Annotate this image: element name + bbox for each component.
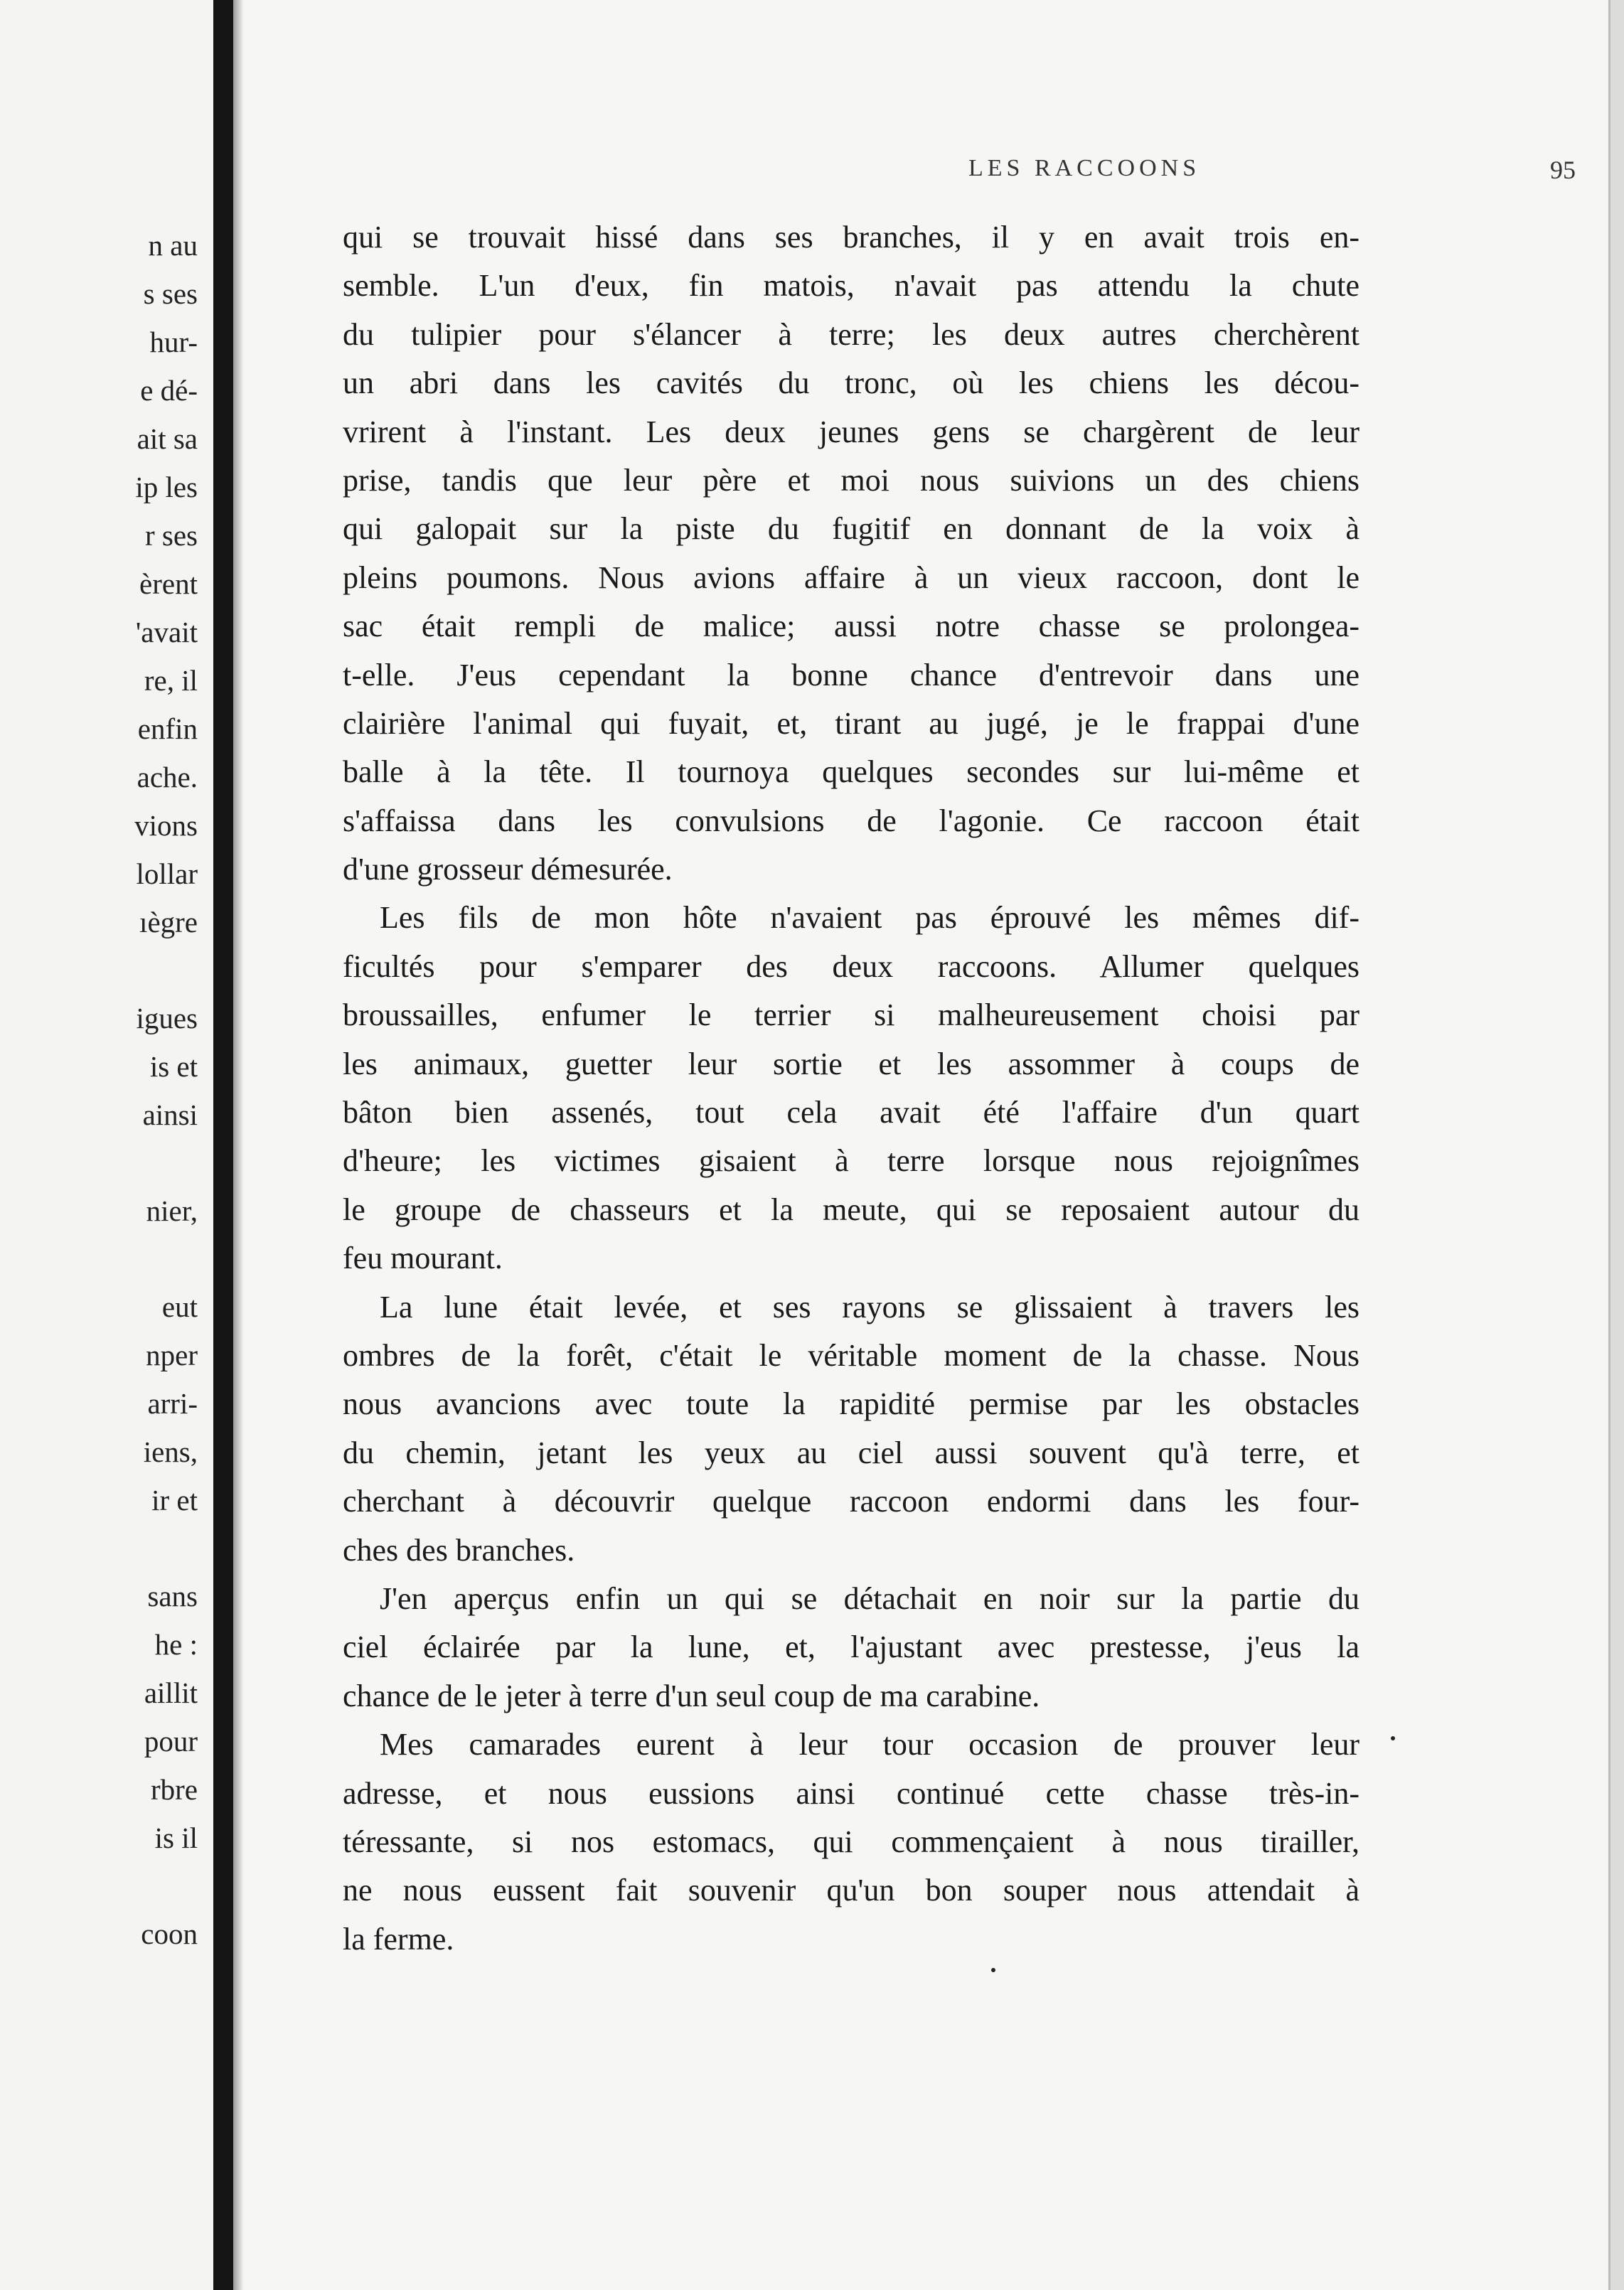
text-line: nous avancions avec toute la rapidité permise par les obstacles [343,1386,1359,1422]
text-line: clairière l'animal qui fuyait, et, tirant au jugé, je le frappai d'une [343,705,1359,741]
text-line: ficultés pour s'emparer des deux raccoons. Allumer quelques [343,948,1359,984]
body-text [343,213,1359,1964]
text-line: d'heure; les victimes gisaient à terre lorsque nous rejoignîmes [343,1143,1359,1179]
facing-page-line: ait sa [137,422,198,455]
text-line: chance de le jeter à terre d'un seul coup de ma carabine. [343,1678,1040,1713]
text-line: du tulipier pour s'élancer à terre; les deux autres cherchèrent [343,316,1359,352]
facing-page-line: nier, [146,1194,198,1227]
facing-page-line: 'avait [135,616,198,648]
text-line: J'en aperçus enfin un qui se détachait en noir sur la partie du [380,1580,1359,1616]
facing-page-line: ip les [135,471,198,503]
text-line: feu mourant. [343,1241,503,1276]
facing-page-line: ache. [137,761,198,793]
text-line: semble. L'un d'eux, fin matois, n'avait pas attendu la chute [343,268,1359,304]
facing-page-line: nper [146,1339,198,1371]
text-line: qui se trouvait hissé dans ses branches, il y en avait trois en- [343,220,1359,255]
text-line: t-elle. J'eus cependant la bonne chance d'entrevoir dans une [343,657,1359,692]
text-line: du chemin, jetant les yeux au ciel aussi souvent qu'à terre, et [343,1435,1359,1470]
gutter-shadow [233,0,243,2290]
text-line: un abri dans les cavités du tronc, où les chiens les décou- [343,365,1359,401]
text-line: pleins poumons. Nous avions affaire à un vieux raccoon, dont le [343,560,1359,595]
facing-page-line: aillit [144,1676,198,1709]
facing-page-line: èrent [139,567,198,600]
facing-page-line: coon [141,1917,198,1950]
text-line: La lune était levée, et ses rayons se glissaient à travers les [380,1289,1359,1325]
facing-page-line: is il [154,1821,198,1854]
text-line: balle à la tête. Il tournoya quelques secondes sur lui-même et [343,754,1359,790]
text-line: ne nous eussent fait souvenir qu'un bon souper nous attendait à [343,1873,1359,1908]
page-number: 95 [1550,156,1576,184]
facing-page-line: he : [154,1628,198,1661]
facing-page-line: eut [161,1290,198,1323]
facing-page-line: hur- [149,326,198,358]
text-line: ciel éclairée par la lune, et, l'ajustant avec prestesse, j'eus la [343,1630,1359,1665]
text-line: cherchant à découvrir quelque raccoon endormi dans les four- [343,1484,1359,1519]
facing-page-line: lollar [136,857,198,890]
facing-page-line: rbre [150,1773,198,1806]
text-line: s'affaissa dans les convulsions de l'agonie. Ce raccoon était [343,803,1359,838]
text-line: d'une grosseur démesurée. [343,852,673,887]
book-page [243,0,1610,2290]
facing-page-line: ıègre [139,906,198,938]
text-line: broussailles, enfumer le terrier si malheureusement choisi par [343,997,1359,1033]
facing-page-line: ir et [151,1484,198,1516]
running-head: LES RACCOONS [968,155,1201,181]
text-line: Mes camarades eurent à leur tour occasion de prouver leur [380,1727,1359,1762]
facing-page-line: vions [134,809,198,842]
text-line: prise, tandis que leur père et moi nous suivions un des chiens [343,462,1359,498]
facing-page-left [0,0,213,2290]
text-line: le groupe de chasseurs et la meute, qui se reposaient autour du [343,1192,1359,1227]
facing-page-line: is et [149,1050,198,1083]
binding-gutter [213,0,233,2290]
ink-speck [1391,1736,1395,1740]
facing-page-line: ainsi [142,1098,198,1131]
text-line: la ferme. [343,1921,454,1957]
text-line: téressante, si nos estomacs, qui commençaient à nous tirailler, [343,1824,1359,1859]
text-line: adresse, et nous eussions ainsi continué cette chasse très-in- [343,1775,1359,1811]
facing-page-line: igues [136,1002,198,1034]
facing-page-line: re, il [144,664,198,697]
text-line: ches des branches. [343,1532,575,1568]
facing-page-line: s ses [143,277,198,310]
facing-page-line: enfin [137,712,198,745]
text-line: qui galopait sur la piste du fugitif en donnant de la voix à [343,511,1359,547]
facing-page-line: iens, [143,1435,198,1468]
text-line: sac était rempli de malice; aussi notre chasse se prolongea- [343,609,1359,644]
facing-page-line: r ses [144,519,198,552]
facing-page-line: arri- [147,1387,198,1420]
text-line: Les fils de mon hôte n'avaient pas éprouvé les mêmes dif- [380,900,1359,936]
ink-speck [991,1968,995,1972]
text-line: vrirent à l'instant. Les deux jeunes gens se chargèrent de leur [343,414,1359,449]
text-line: bâton bien assenés, tout cela avait été l'affaire d'un quart [343,1095,1359,1130]
facing-page-line: sans [147,1580,198,1612]
facing-page-line: pour [144,1725,198,1757]
facing-page-line: n au [148,229,198,262]
facing-page-line: e dé- [140,374,198,407]
text-line: les animaux, guetter leur sortie et les assommer à coups de [343,1046,1359,1081]
text-line: ombres de la forêt, c'était le véritable moment de la chasse. Nous [343,1337,1359,1373]
